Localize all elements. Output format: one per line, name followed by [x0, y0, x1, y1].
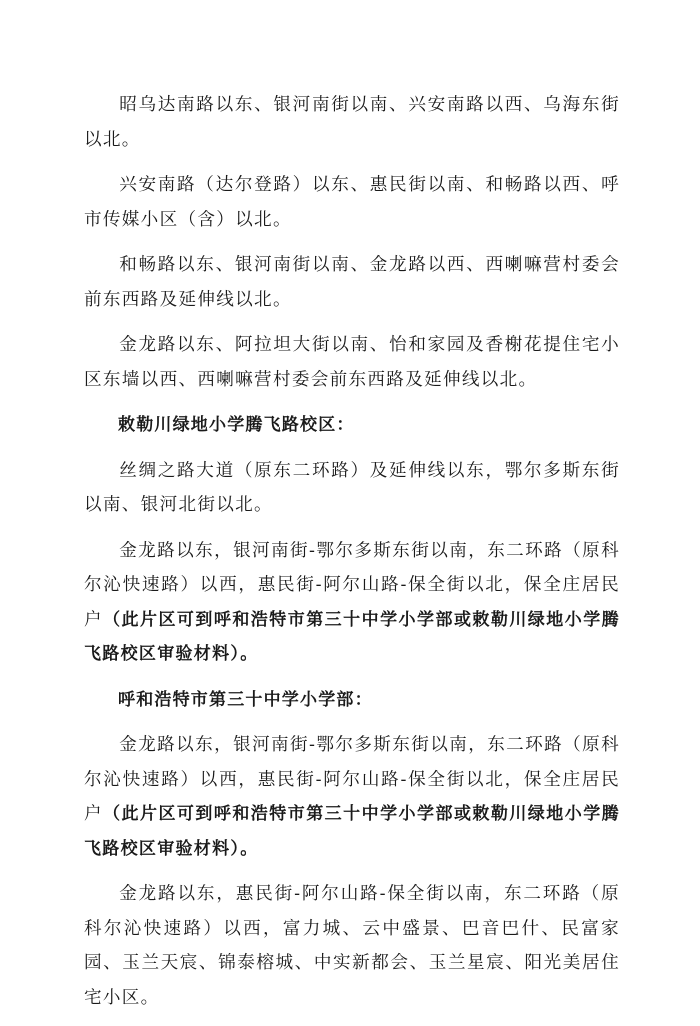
- paragraph-zone-3: 和畅路以东、银河南街以南、金龙路以西、西喇嘛营村委会前东西路及延伸线以北。: [84, 255, 620, 310]
- paragraph-no30-zone-2: 金龙路以东，惠民街-阿尔山路-保全街以南，东二环路（原科尔沁快速路）以西，富力城、云中盛景、巴音巴什、民富家园、玉兰天宸、锦泰榕城、中实新都会、玉兰星宸、阳光美居住宅小区。: [84, 884, 620, 1008]
- bold-note: （此片区可到呼和浩特市第三十中学小学部或敕勒川绿地小学腾飞路校区审验材料）。: [84, 609, 620, 664]
- paragraph-tengfei-zone-1: 丝绸之路大道（原东二环路）及延伸线以东，鄂尔多斯东街以南、银河北街以北。: [84, 460, 620, 515]
- paragraph-zone-1: 昭乌达南路以东、银河南街以南、兴安南路以西、乌海东街以北。: [84, 95, 620, 150]
- paragraph-text: 金龙路以东，银河南街-鄂尔多斯东街以南，东二环路（原科尔沁快速路）以西，惠民街-阿尔山路-保全街以北，保全庄居民户: [84, 735, 620, 824]
- paragraph-tengfei-zone-2: [84, 534, 620, 672]
- paragraph-zone-4: 金龙路以东、阿拉坦大街以南、怡和家园及香榭花提住宅小区东墙以西、西喇嘛营村委会前东西路及延伸线以北。: [84, 335, 620, 390]
- section-heading-tengfei-campus: 敕勒川绿地小学腾飞路校区：: [118, 415, 355, 435]
- paragraph-zone-2: 兴安南路（达尔登路）以东、惠民街以南、和畅路以西、呼市传媒小区（含）以北。: [84, 175, 620, 230]
- paragraph-no30-zone-1: [84, 728, 620, 866]
- section-heading-no30-middle-school: 呼和浩特市第三十中学小学部：: [118, 689, 373, 710]
- bold-note: （此片区可到呼和浩特市第三十中学小学部或敕勒川绿地小学腾飞路校区审验材料）。: [84, 804, 620, 859]
- paragraph-text: 金龙路以东，银河南街-鄂尔多斯东街以南，东二环路（原科尔沁快速路）以西，惠民街-阿尔山路-保全街以北，保全庄居民户: [84, 540, 620, 630]
- document-body: [84, 88, 620, 1026]
